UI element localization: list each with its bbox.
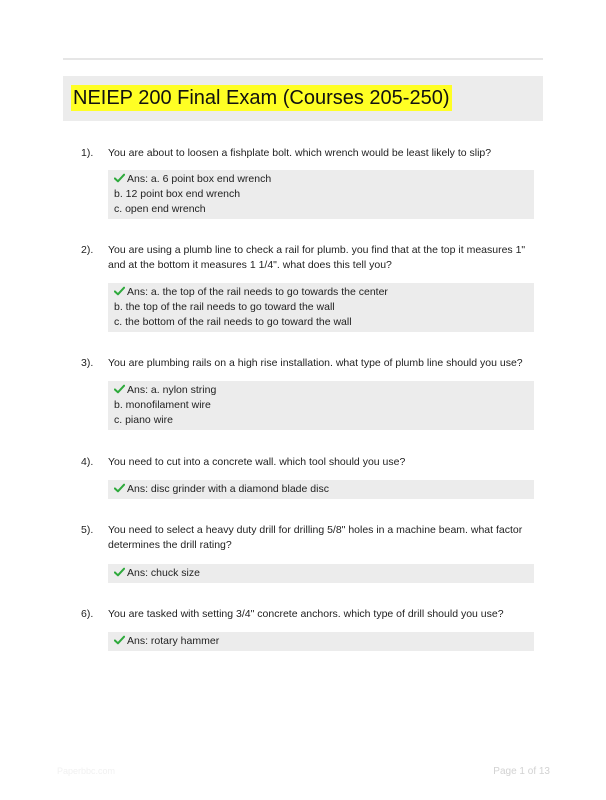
check-icon bbox=[114, 567, 125, 577]
answer-option: b. the top of the rail needs to go toward the wall bbox=[114, 301, 335, 313]
answer-text: Ans: a. the top of the rail needs to go towards the center bbox=[127, 286, 388, 298]
footer-watermark: Paperbbc.com bbox=[57, 766, 116, 776]
question-number: 2). bbox=[81, 244, 94, 256]
answer-box bbox=[108, 480, 534, 499]
answer-box bbox=[108, 564, 534, 583]
answer-text: Ans: chuck size bbox=[127, 567, 200, 579]
answer-text: Ans: a. 6 point box end wrench bbox=[127, 173, 272, 185]
answer-line bbox=[114, 383, 528, 398]
check-icon bbox=[114, 384, 125, 394]
answer-line bbox=[114, 482, 528, 497]
answer-option: b. 12 point box end wrench bbox=[114, 188, 241, 200]
page-title: NEIEP 200 Final Exam (Courses 205-250) bbox=[71, 85, 452, 111]
answer-option: b. monofilament wire bbox=[114, 399, 211, 411]
answer-line bbox=[114, 285, 528, 300]
answer-box bbox=[108, 170, 534, 219]
question-number: 3). bbox=[81, 357, 94, 369]
answer-text: Ans: disc grinder with a diamond blade disc bbox=[127, 483, 329, 495]
check-icon bbox=[114, 635, 125, 645]
question-text: You need to cut into a concrete wall. which tool should you use? bbox=[108, 456, 406, 468]
question-number: 1). bbox=[81, 147, 94, 159]
question-text: You are plumbing rails on a high rise installation. what type of plumb line should you use? bbox=[108, 357, 523, 369]
check-icon bbox=[114, 173, 125, 183]
answer-line bbox=[114, 172, 528, 187]
answer-line bbox=[114, 634, 528, 649]
question-text: You need to select a heavy duty drill for drilling 5/8" holes in a machine beam. what factor determines the drill rating? bbox=[108, 524, 523, 551]
answer-option: c. the bottom of the rail needs to go toward the wall bbox=[114, 316, 352, 328]
answer-option: c. piano wire bbox=[114, 414, 173, 426]
question-number: 5). bbox=[81, 524, 94, 536]
question-text: You are about to loosen a fishplate bolt. which wrench would be least likely to slip? bbox=[108, 147, 492, 159]
answer-box bbox=[108, 283, 534, 332]
answer-box bbox=[108, 632, 534, 651]
answer-option: c. open end wrench bbox=[114, 203, 206, 215]
answer-line bbox=[114, 566, 528, 581]
title-band bbox=[63, 76, 543, 121]
answer-text: Ans: rotary hammer bbox=[127, 635, 220, 647]
answer-box bbox=[108, 381, 534, 430]
answer-text: Ans: a. nylon string bbox=[127, 384, 217, 396]
check-icon bbox=[114, 483, 125, 493]
question-number: 6). bbox=[81, 608, 94, 620]
check-icon bbox=[114, 286, 125, 296]
page-number: Page 1 of 13 bbox=[493, 766, 550, 777]
question-text: You are using a plumb line to check a rail for plumb. you find that at the top it measures 1" and at the bottom it measures 1 1/4". what does this tell you? bbox=[108, 244, 526, 271]
top-divider bbox=[63, 58, 543, 60]
question-number: 4). bbox=[81, 456, 94, 468]
question-text: You are tasked with setting 3/4" concrete anchors. which type of drill should you use? bbox=[108, 608, 504, 620]
